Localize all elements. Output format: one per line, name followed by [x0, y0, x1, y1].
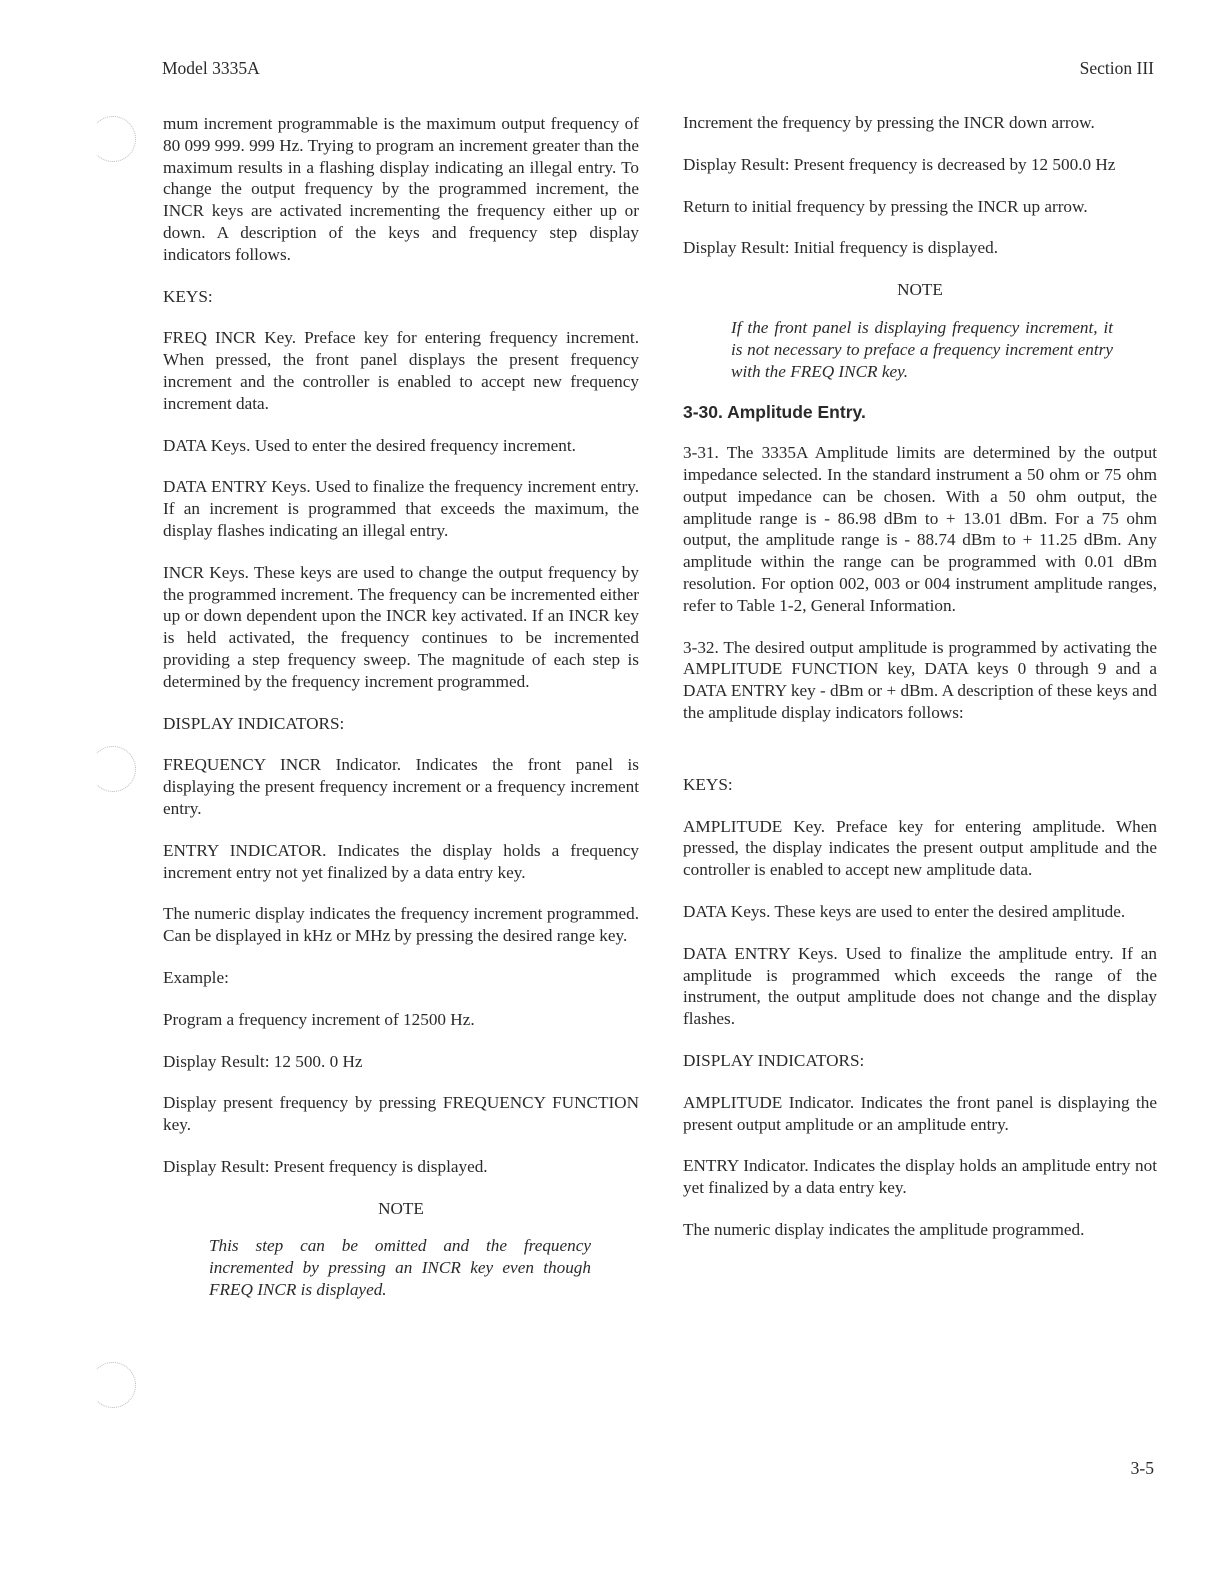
section-heading-amplitude-entry: 3-30. Amplitude Entry.: [683, 402, 866, 423]
example-display-result: Display Result: 12 500. 0 Hz: [163, 1051, 363, 1071]
display-result-initial: Display Result: Initial frequency is displayed.: [683, 238, 999, 258]
freq-incr-key-desc: FREQ INCR Key. Preface key for entering frequency increment. When pressed, the front panel displays the present frequency increment and the controller is enabled to accept new frequency increment data.: [163, 328, 639, 413]
numeric-display-desc: The numeric display indicates the frequency increment programmed. Can be displayed in kHz or MHz by pressing the desired range key.: [163, 904, 639, 946]
example-program-step: Program a frequency increment of 12500 Hz.: [163, 1009, 475, 1029]
entry-indicator-desc: ENTRY Indicator. Indicates the display holds an amplitude entry not yet finalized by a data entry key.: [683, 1156, 1157, 1198]
header-model: Model 3335A: [162, 58, 260, 78]
note-heading: NOTE: [897, 280, 943, 300]
example-display-present-step: Display present frequency by pressing FREQUENCY FUNCTION key.: [163, 1093, 639, 1135]
right-column: [683, 112, 1157, 1261]
note-heading: NOTE: [378, 1198, 424, 1218]
punch-hole-bottom: [90, 1362, 136, 1408]
example-label: Example:: [163, 967, 229, 987]
punch-hole-top: [90, 116, 136, 162]
frequency-incr-indicator-desc: FREQUENCY INCR Indicator. Indicates the front panel is displaying the present frequency increment or a frequency increment entry.: [163, 755, 639, 818]
numeric-display-desc: The numeric display indicates the amplitude programmed.: [683, 1219, 1085, 1239]
data-keys-desc: DATA Keys. These keys are used to enter the desired amplitude.: [683, 901, 1126, 921]
paragraph-3-31: 3-31. The 3335A Amplitude limits are determined by the output impedance selected. In the standard instrument a 50 ohm or 75 ohm output impedance can be chosen. With a 50 ohm output, the amplitude range is - 86.98 dBm to + 13.01 dBm. For a 75 ohm output, the amplitude range is - 88.74 dBm to + 11.25 dBm. Any amplitude within the range can be programmed with 0.01 dBm resolution. For option 002, 003 or 004 instrument amplitude ranges, refer to Table 1-2, General Information.: [683, 443, 1157, 615]
display-indicators-heading: DISPLAY INDICATORS:: [163, 713, 345, 733]
data-keys-desc: DATA Keys. Used to enter the desired frequency increment.: [163, 435, 576, 455]
amplitude-key-desc: AMPLITUDE Key. Preface key for entering amplitude. When pressed, the display indicates the present output amplitude and the controller is enabled to accept new amplitude data.: [683, 816, 1157, 880]
data-entry-keys-desc: DATA ENTRY Keys. Used to finalize the frequency increment entry. If an increment is programmed that exceeds the maximum, the display flashes indicating an illegal entry.: [163, 477, 639, 540]
entry-indicator-desc: ENTRY INDICATOR. Indicates the display holds a frequency increment entry not yet finalized by a data entry key.: [163, 840, 639, 882]
increment-step: Increment the frequency by pressing the INCR down arrow.: [683, 113, 1095, 132]
keys-heading: KEYS:: [163, 286, 213, 306]
incr-keys-desc: INCR Keys. These keys are used to change the output frequency by the programmed increment. The frequency can be incremented either up or down dependent upon the INCR key activated. If an INCR key is held activated, the frequency continues to be incremented providing a step frequency sweep. The magnitude of each step is determined by the frequency increment programmed.: [163, 562, 639, 691]
display-result-decreased: Display Result: Present frequency is decreased by 12 500.0 Hz: [683, 154, 1116, 174]
header-section: Section III: [1079, 58, 1154, 78]
example-display-result-present: Display Result: Present frequency is displayed.: [163, 1156, 488, 1176]
punch-hole-middle: [90, 746, 136, 792]
return-step: Return to initial frequency by pressing the INCR up arrow.: [683, 196, 1088, 216]
note-text: If the front panel is displaying frequency increment, it is not necessary to preface a frequency increment entry with the FREQ INCR key.: [731, 317, 1113, 381]
data-entry-keys-desc: DATA ENTRY Keys. Used to finalize the amplitude entry. If an amplitude is programmed which exceeds the range of the instrument, the output amplitude does not change and the display flashes.: [683, 943, 1157, 1029]
display-indicators-heading: DISPLAY INDICATORS:: [683, 1050, 865, 1070]
note-text: This step can be omitted and the frequency incremented by pressing an INCR key even though FREQ INCR is displayed.: [209, 1236, 591, 1300]
amplitude-indicator-desc: AMPLITUDE Indicator. Indicates the front panel is displaying the present output amplitude or an amplitude entry.: [683, 1092, 1157, 1134]
paragraph-3-32: 3-32. The desired output amplitude is programmed by activating the AMPLITUDE FUNCTION key, DATA keys 0 through 9 and a DATA ENTRY key - dBm or + dBm. A description of these keys and the amplitude display indicators follows:: [683, 637, 1157, 722]
left-column: [163, 113, 639, 1321]
page-number: 3-5: [1130, 1458, 1154, 1478]
paragraph-intro: mum increment programmable is the maximum output frequency of 80 099 999. 999 Hz. Trying to program an increment greater than the maximum results in a flashing display indicating an illegal entry. To change the output frequency by the programmed increment, the INCR keys are activated incrementing the frequency either up or down. A description of the keys and frequency step display indicators follows.: [163, 114, 639, 264]
keys-heading: KEYS:: [683, 774, 733, 794]
